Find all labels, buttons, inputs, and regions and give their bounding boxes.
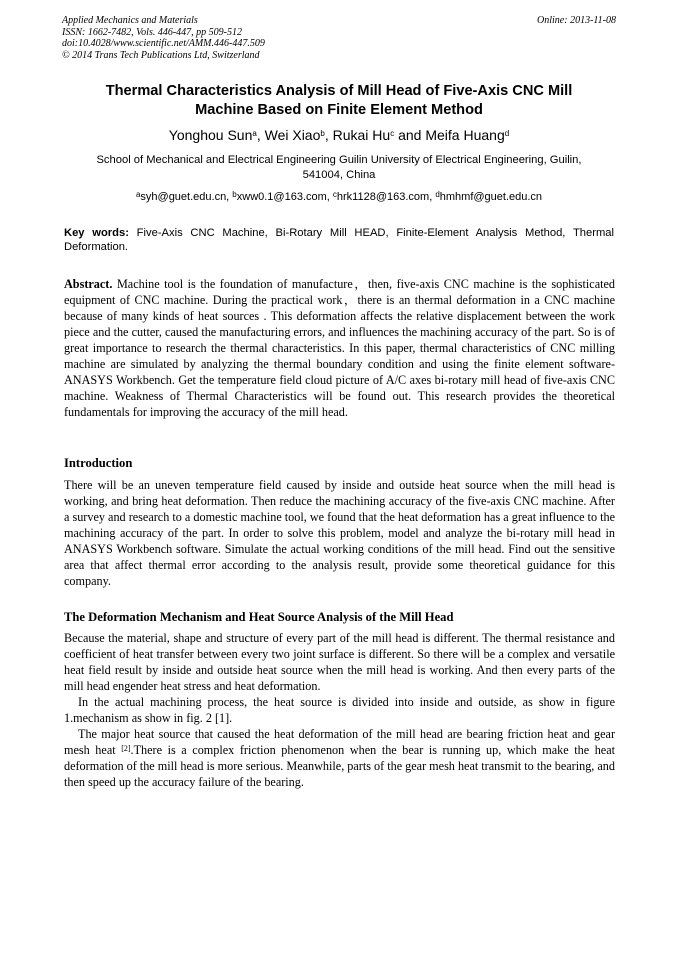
deformation-heading: The Deformation Mechanism and Heat Source Analysis of the Mill Head <box>64 610 454 624</box>
citation-ref-2[interactable]: [2] <box>121 744 131 753</box>
email-4-mark: d <box>435 190 440 199</box>
author-1: Yonghou Sun <box>168 127 253 143</box>
author-1-mark: a <box>252 129 257 138</box>
email-1-mark: a <box>135 190 141 199</box>
copyright-line: © 2014 Trans Tech Publications Ltd, Switzerland <box>62 49 260 61</box>
abstract-label: Abstract. <box>64 277 113 291</box>
abstract-text: Machine tool is the foundation of manufacture，then, five-axis CNC machine is the sophisticated equipment of CNC machine. During the practical work，there is an thermal deformation in a CNC machine because of many kinds of heat sources . This deformation affects the relative displacement between the work piece and the cutter, caused the manufacturing errors, and influences the machining accuracy of the part. So is of great importance to research the thermal characteristics. In this paper, thermal characteristics of CNC milling machine are simulated by analyzing the thermal boundary condition and using the finite element software-ANASYS Workbench. Get the temperature field cloud picture of A/C axes bi-rotary mill head of five-axis CNC machine. Weakness of Thermal Characteristics will be found out. This research provides the theoretical fundamentals for improving the accuracy of the mill head. <box>64 277 615 419</box>
online-date: Online: 2013-11-08 <box>537 15 616 26</box>
deformation-paragraph-1: Because the material, shape and structure of every part of the mill head is different. The thermal resistance and coefficient of heat transfer between every two joint surface is different. So there will be a complex and versatile heat field result by inside and outside heat source when the mill head is working. And then every parts of the mill head engender heat stress and heat deformation. <box>64 631 615 693</box>
introduction-heading: Introduction <box>64 456 133 470</box>
keywords-text: Five-Axis CNC Machine, Bi-Rotary Mill HEAD, Finite-Element Analysis Method, Thermal Deformation. <box>64 227 614 253</box>
deformation-body <box>64 630 615 790</box>
issn-line: ISSN: 1662-7482, Vols. 446-447, pp 509-512 <box>62 26 242 38</box>
email-4: hmhmf@guet.edu.cn <box>439 191 543 203</box>
author-4: Meifa Huang <box>425 127 505 143</box>
author-sep-2: , <box>324 127 333 143</box>
introduction-body <box>64 477 615 589</box>
affiliation <box>64 153 614 183</box>
email-3-mark: c <box>332 190 337 199</box>
deformation-paragraph-3 <box>64 726 615 790</box>
deformation-paragraph-2: In the actual machining process, the heat source is divided into inside and outside, as show in figure 1.mechanism as show in fig. 2 [1]. <box>64 695 615 725</box>
email-list <box>64 190 614 204</box>
title-line-1: Thermal Characteristics Analysis of Mill Head of Five-Axis CNC Mill <box>105 83 573 99</box>
author-list <box>64 127 614 144</box>
author-sep-3: and <box>394 127 426 143</box>
keywords <box>64 226 614 254</box>
author-4-mark: d <box>504 129 510 138</box>
journal-name: Applied Mechanics and Materials <box>62 15 198 26</box>
deformation-p3-start: The major heat source that caused the heat deformation of the mill head are bearing friction heat and gear mesh heat <box>64 727 615 757</box>
email-3: hrk1128@163.com, <box>336 191 436 203</box>
title-line-2: Machine Based on Finite Element Method <box>195 102 483 118</box>
email-2-mark: b <box>232 190 237 199</box>
author-3: Rukai Hu <box>332 127 391 143</box>
author-2: Wei Xiao <box>264 127 321 143</box>
author-2-mark: b <box>320 129 325 138</box>
email-1: syh@guet.edu.cn, <box>140 191 233 203</box>
author-3-mark: c <box>390 129 395 138</box>
email-2: xww0.1@163.com, <box>236 191 333 203</box>
introduction-paragraph: There will be an uneven temperature field caused by inside and outside heat source when the mill head is working, and bring heat deformation. Then reduce the machining accuracy of the five-axis CNC machine. After a survey and research to a domestic machine tool, we found that the heat deformation has a great influence to the machining accuracy of the part. In order to solve this problem, model and analyze the bi-rotary mill head in ANASYS Workbench software. Simulate the actual working conditions of the mill head. Find out the sensitive area that affect thermal error according to the analysis result, provide some theoretical guidance for this company. <box>64 478 615 588</box>
affiliation-line-2: 541004, China <box>302 169 376 181</box>
deformation-p3-end: .There is a complex friction phenomenon when the bear is running up, which make the heat deformation of the mill head is more serious. Meanwhile, parts of the gear mesh heat transmit to the bearing, and then speed up the accuracy failure of the bearing. <box>64 743 615 789</box>
keywords-label: Key words: <box>64 227 129 239</box>
paper-title <box>64 82 614 120</box>
affiliation-line-1: School of Mechanical and Electrical Engineering Guilin University of Electrical Engineering, Guilin, <box>96 154 582 166</box>
doi-line: doi:10.4028/www.scientific.net/AMM.446-447.509 <box>62 38 265 49</box>
journal-header <box>62 15 616 61</box>
abstract <box>64 276 615 420</box>
author-sep-1: , <box>256 127 265 143</box>
